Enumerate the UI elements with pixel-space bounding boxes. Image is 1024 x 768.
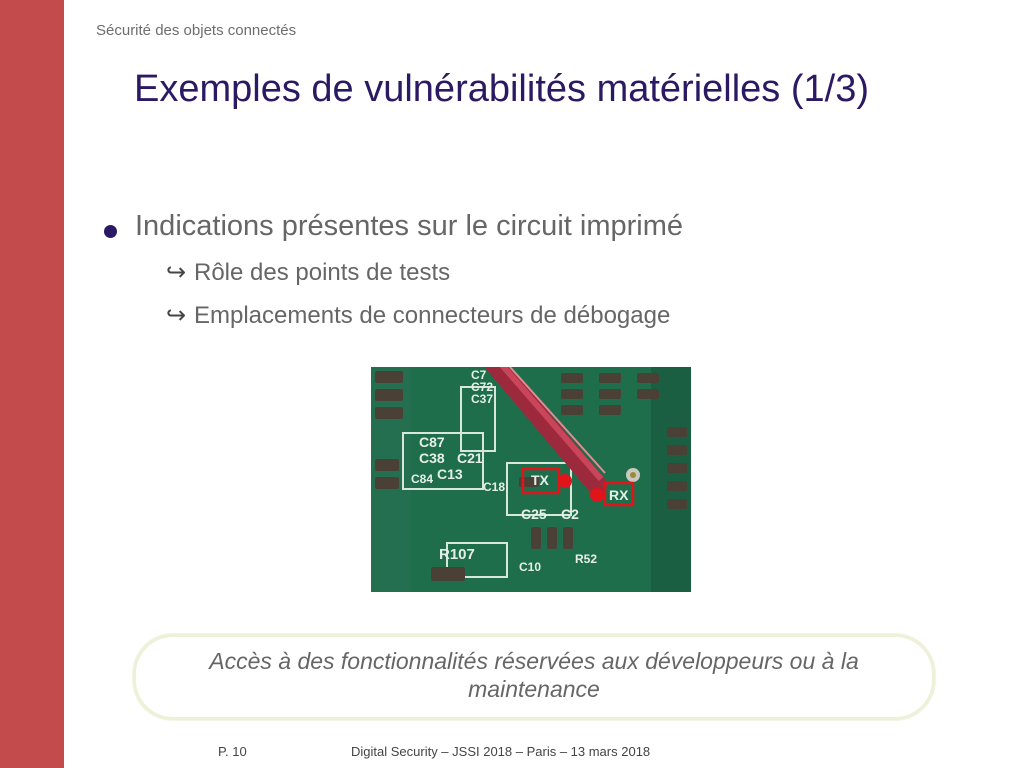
bullet-main: Indications présentes sur le circuit imprimé — [135, 210, 683, 242]
sub-bullet-2 — [166, 301, 670, 330]
pcb-label: C2 — [561, 506, 579, 522]
page-number: P. 10 — [218, 744, 247, 759]
pcb-label: TX — [531, 472, 549, 488]
pcb-label: C87 — [419, 434, 445, 450]
sub-bullet-1-text: Rôle des points de tests — [194, 259, 451, 286]
pcb-label: C72 — [471, 380, 494, 394]
sub-bullet-2-text: Emplacements de connecteurs de débogage — [194, 302, 671, 329]
pcb-label: R52 — [575, 552, 598, 566]
pcb-photo — [371, 367, 691, 592]
pcb-label: C7 — [471, 368, 487, 382]
return-arrow-icon: ↪ — [166, 259, 187, 286]
header-subtitle: Sécurité des objets connectés — [96, 22, 297, 39]
pcb-illustration — [371, 367, 691, 592]
pcb-label: R107 — [439, 546, 475, 563]
footer-event: Digital Security – JSSI 2018 – Paris – 13 mars 2018 — [351, 744, 651, 759]
pcb-label: C13 — [437, 466, 463, 482]
callout-text — [160, 647, 908, 703]
sub-bullet-1 — [166, 258, 450, 287]
pcb-label: RX — [609, 487, 629, 503]
left-accent-bar — [0, 0, 64, 768]
pcb-label: C37 — [471, 392, 494, 406]
pcb-label: C25 — [521, 506, 547, 522]
pcb-label: C18 — [483, 480, 506, 494]
slide-title: Exemples de vulnérabilités matérielles (1/3) — [134, 68, 869, 110]
pcb-label: C10 — [519, 560, 542, 574]
return-arrow-icon: ↪ — [166, 302, 187, 329]
pcb-label: C38 — [419, 450, 445, 466]
tx-test-point-marker — [558, 474, 572, 488]
callout-line-1: Accès à des fonctionnalités réservées aux développeurs ou à la — [209, 648, 859, 674]
callout-box — [133, 634, 935, 720]
pcb-label: C21 — [457, 450, 483, 466]
rx-test-point-marker — [590, 488, 604, 502]
pcb-label: C84 — [411, 472, 434, 486]
callout-line-2: maintenance — [468, 676, 600, 702]
bullet-dot-icon — [104, 225, 117, 238]
